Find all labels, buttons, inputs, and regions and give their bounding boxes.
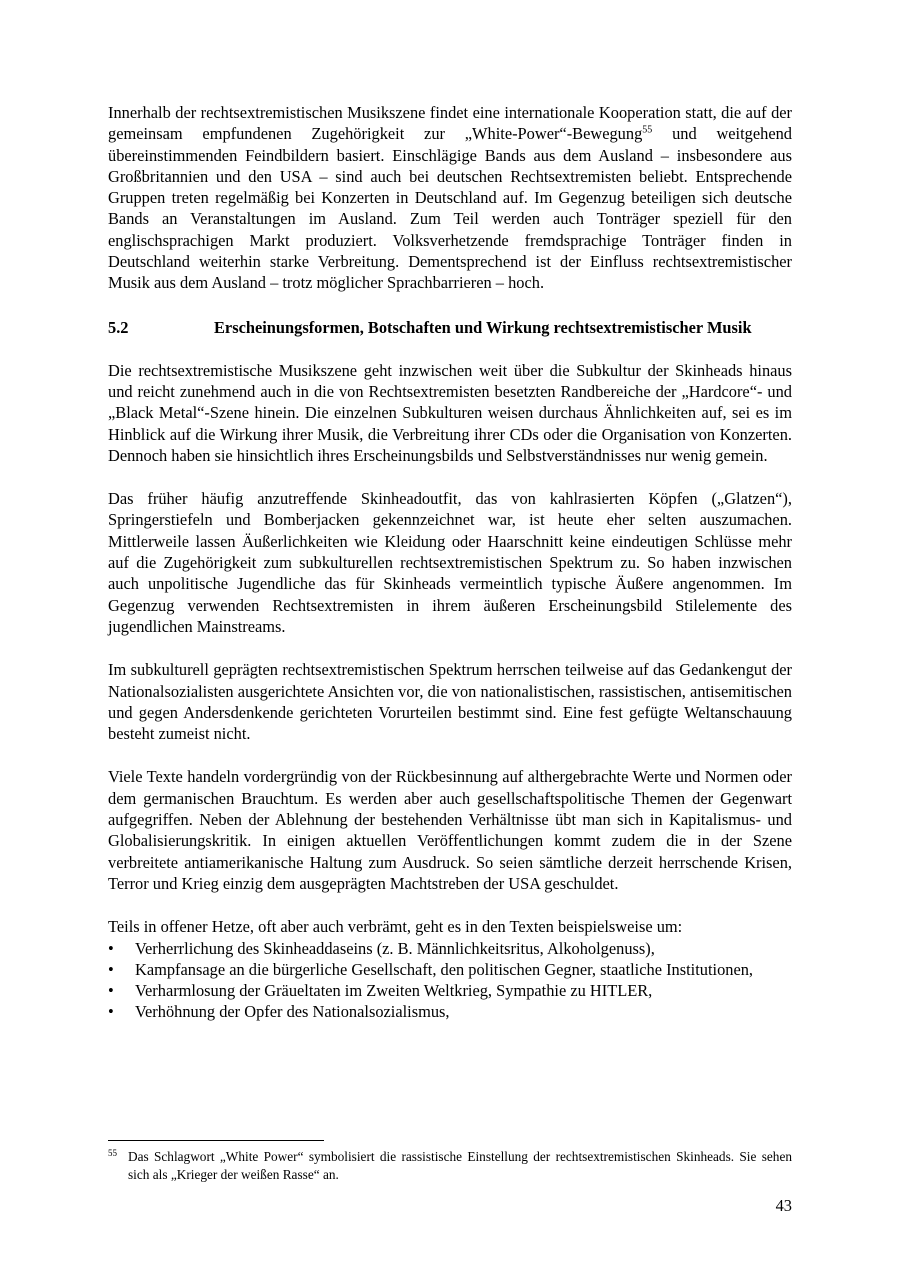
list-item <box>108 980 792 1001</box>
intro-text-b: und weitgehend übereinstimmenden Feindbildern basiert. Einschlägige Bands aus dem Ausland – insbesondere aus Großbritannien und den USA – sind auch bei deutschen Rechtsextremisten beliebt. Entsprechende Gruppen treten regelmäßig bei Konzerten in Deutschland auf. Im Gegenzug beteiligen sich deutsche Bands an Veranstaltungen im Ausland. Zum Teil werden auch Tonträger speziell für den englischsprachigen Markt produziert. Volksverhetzende fremdsprachige Tonträger finden in Deutschland weiterhin starke Verbreitung. Dementsprechend ist der Einfluss rechtsextremistischer Musik aus dem Ausland – trotz möglicher Sprachbarrieren – hoch. <box>108 124 792 293</box>
paragraph: Viele Texte handeln vordergründig von der Rückbesinnung auf althergebrachte Werte und Normen oder dem germanischen Brauchtum. Es werden aber auch gesellschaftspolitische Themen der Gegenwart aufgegriffen. Neben der Ablehnung der bestehenden Verhältnisse übt man sich in Kapitalismus- und Globalisierungskritik. In einigen aktuellen Veröffentlichungen kommt zudem die in der Szene verbreitete antiamerikanische Haltung zum Ausdruck. So seien sämtliche derzeit herrschende Krisen, Terror und Krieg einzig dem ausgeprägten Machtstreben der USA geschuldet. <box>108 767 792 893</box>
list-item-text: Verhöhnung der Opfer des Nationalsozialismus, <box>135 1002 450 1022</box>
list-item <box>108 959 792 980</box>
bullet-icon: • <box>108 938 114 958</box>
intro-paragraph <box>108 102 792 294</box>
bullet-icon: • <box>108 959 114 979</box>
section-heading <box>108 317 792 338</box>
list-item <box>108 1001 792 1022</box>
paragraph: Die rechtsextremistische Musikszene geht inzwischen weit über die Subkultur der Skinheads hinaus und reicht zunehmend auch in die von Rechtsextremisten besetzten Randbereiche der „Hardcore“- und „Black Metal“-Szene hinein. Die einzelnen Subkulturen weisen durchaus Ähnlichkeiten auf, sei es im Hinblick auf die Wirkung ihrer Musik, die Verbreitung ihrer CDs oder die Organisation von Konzerten. Dennoch haben sie hinsichtlich ihres Erscheinungsbilds und Selbstverständnisses nur wenig gemein. <box>108 360 792 465</box>
paragraph: Im subkulturell geprägten rechtsextremistischen Spektrum herrschen teilweise auf das Gedankengut der Nationalsozialisten ausgerichtete Ansichten vor, die von nationalistischen, rassistischen, antisemitischen und gegen Andersdenkende gerichteten Vorurteilen bestimmt sind. Eine fest gefügte Weltanschauung besteht zumeist nicht. <box>108 660 792 744</box>
section-title: Erscheinungsformen, Botschaften und Wirkung rechtsextremistischer Musik <box>214 317 752 337</box>
section-number: 5.2 <box>108 317 129 337</box>
intro-text-a: Innerhalb der rechtsextremistischen Musikszene findet eine internationale Kooperation statt, die auf der gemeinsam empfundenen Zugehörigkeit zur „White-Power“-Bewegung <box>108 103 792 144</box>
footnote-text: Das Schlagwort „White Power“ symbolisiert die rassistische Einstellung der rechtsextremistischen Skinheads. Sie sehen sich als „Krieger der weißen Rasse“ an. <box>128 1149 792 1182</box>
page-number: 43 <box>775 1196 792 1215</box>
list-item-text: Verharmlosung der Gräueltaten im Zweiten Weltkrieg, Sympathie zu HITLER, <box>135 981 653 1001</box>
list-intro: Teils in offener Hetze, oft aber auch verbrämt, geht es in den Texten beispielsweise um: <box>108 917 683 937</box>
list-item-text: Verherrlichung des Skinheaddaseins (z. B. Männlichkeitsritus, Alkoholgenuss), <box>135 938 655 958</box>
document-body <box>108 102 792 1023</box>
list-item-text: Kampfansage an die bürgerliche Gesellschaft, den politischen Gegner, staatliche Institutionen, <box>135 959 754 979</box>
footnote-number: 55 <box>108 1148 117 1158</box>
footnote <box>108 1148 792 1183</box>
paragraph: Das früher häufig anzutreffende Skinheadoutfit, das von kahlrasierten Köpfen („Glatzen“), Springerstiefeln und Bomberjacken gekennzeichnet war, ist heute eher selten auszumachen. Mittlerweile lassen Äußerlichkeiten wie Kleidung oder Haarschnitt keine eindeutigen Schlüsse mehr auf die Zugehörigkeit zum subkulturellen rechtsextremistischen Spektrum zu. So haben inzwischen auch unpolitische Jugendliche das für Skinheads vermeintlich typische Äußere angenommen. Im Gegenzug verwenden Rechtsextremisten in ihrem äußeren Erscheinungsbild Stilelemente des jugendlichen Mainstreams. <box>108 489 792 636</box>
list-item <box>108 938 792 959</box>
bullet-icon: • <box>108 1002 114 1022</box>
footnote-divider <box>108 1140 324 1141</box>
footnote-reference[interactable]: 55 <box>642 124 653 136</box>
bullet-list <box>108 938 792 1023</box>
bullet-icon: • <box>108 981 114 1001</box>
